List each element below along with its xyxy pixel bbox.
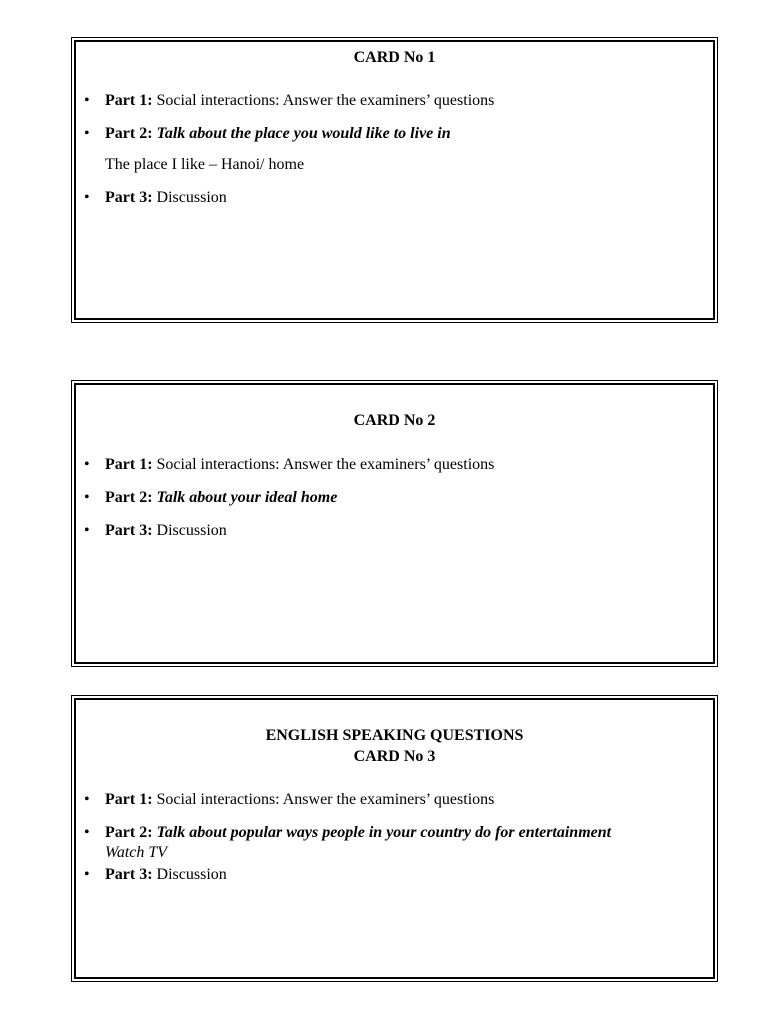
bullet-icon: •	[84, 456, 90, 473]
part-topic: Talk about the place you would like to live in	[152, 125, 451, 142]
bullet-icon: •	[84, 522, 90, 539]
bullet-icon: •	[84, 189, 90, 206]
card-heading: ENGLISH SPEAKING QUESTIONS	[265, 727, 524, 744]
bullet-icon: •	[84, 489, 90, 506]
part-text: Social interactions: Answer the examiners’ questions	[152, 791, 495, 808]
part-label: Part 3:	[105, 189, 153, 206]
part-label: Part 3:	[105, 866, 153, 883]
part-text: Discussion	[152, 866, 227, 883]
part-label: Part 3:	[105, 522, 153, 539]
card-2-frame	[74, 383, 715, 664]
card-3	[71, 695, 718, 982]
part-text: Discussion	[152, 189, 227, 206]
part-label: Part 1:	[105, 92, 153, 109]
part-label: Part 2:	[105, 824, 153, 841]
part-text: Social interactions: Answer the examiners’ questions	[152, 92, 495, 109]
part-note: Watch TV	[105, 844, 168, 861]
part-label: Part 2:	[105, 125, 153, 142]
part-topic: Talk about popular ways people in your country do for entertainment	[152, 824, 612, 841]
card-title: CARD No 2	[353, 412, 436, 429]
part-text: Discussion	[152, 522, 227, 539]
bullet-icon: •	[84, 791, 90, 808]
card-2	[71, 380, 718, 667]
card-1	[71, 37, 718, 323]
card-title: CARD No 1	[353, 49, 436, 66]
part-label: Part 1:	[105, 456, 153, 473]
part-text: Social interactions: Answer the examiners’ questions	[152, 456, 495, 473]
card-title: CARD No 3	[353, 748, 436, 765]
bullet-icon: •	[84, 125, 90, 142]
bullet-icon: •	[84, 866, 90, 883]
part-topic: Talk about your ideal home	[152, 489, 338, 506]
bullet-icon: •	[84, 824, 90, 841]
bullet-icon: •	[84, 92, 90, 109]
card-1-frame	[74, 40, 715, 320]
part-label: Part 1:	[105, 791, 153, 808]
card-3-frame	[74, 698, 715, 979]
part-note: The place I like – Hanoi/ home	[105, 156, 305, 173]
part-label: Part 2:	[105, 489, 153, 506]
